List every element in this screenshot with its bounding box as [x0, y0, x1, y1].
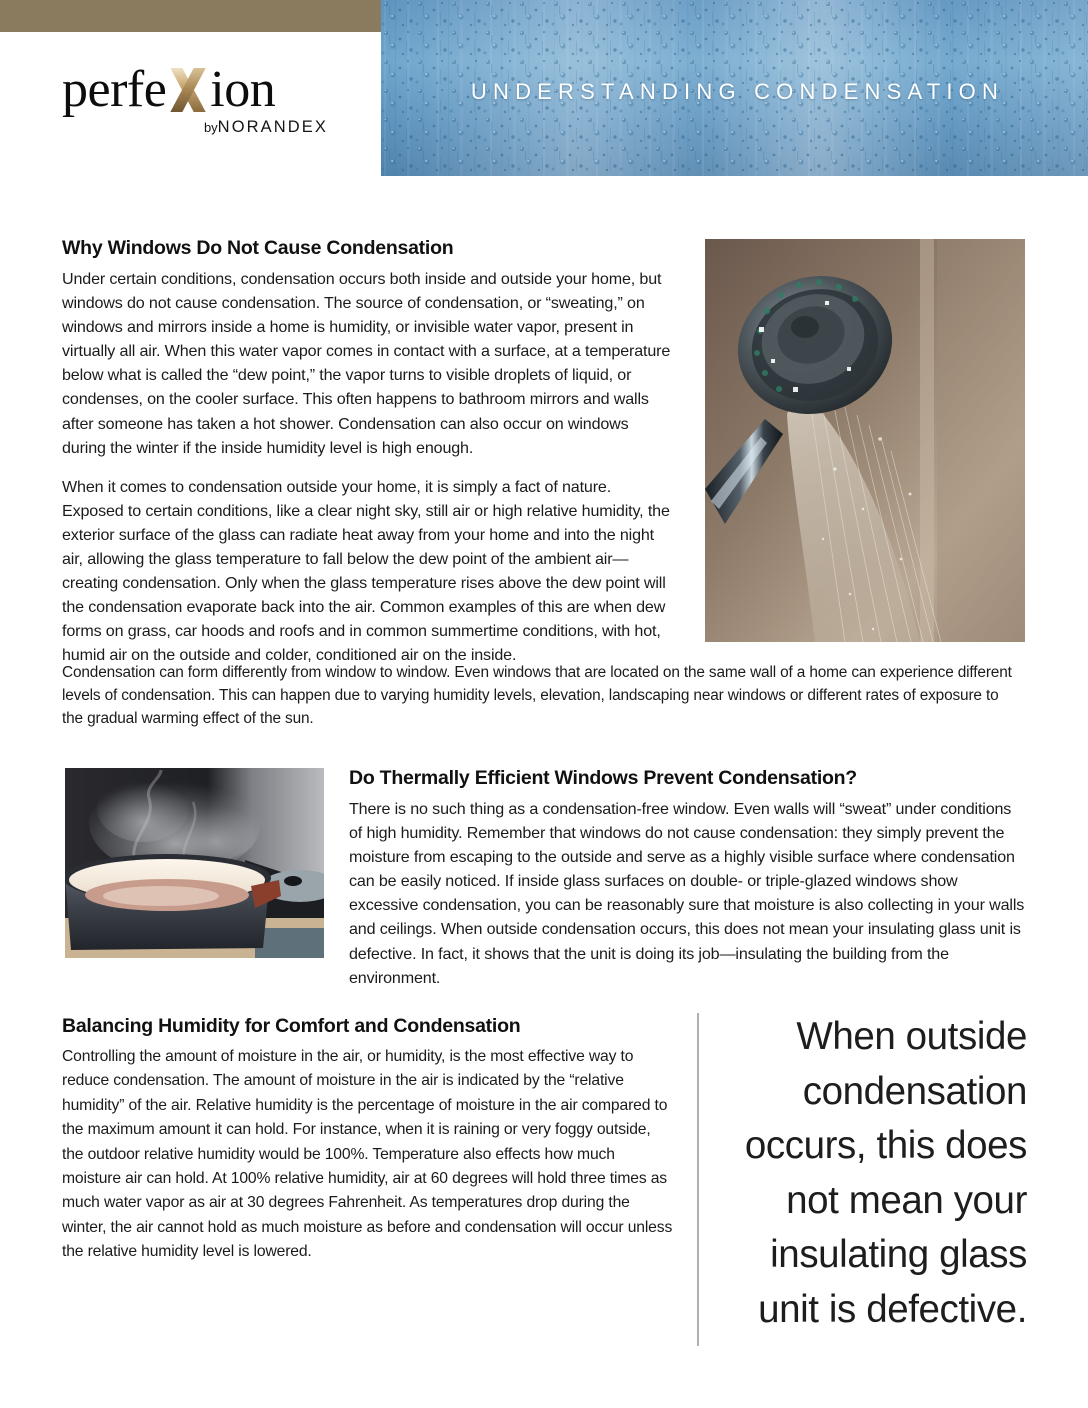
pullquote-divider [697, 1013, 699, 1346]
header-banner [381, 0, 1088, 176]
logo-brand-name: NORANDEX [217, 118, 328, 136]
paragraph: There is no such thing as a condensation-free window. Even walls will “sweat” under conditions of high humidity. Remember that windows do not cause condensation: they simply prevent the moisture from escaping to the outside and serve as a highly visible surface where condensation can be easily noticed. If inside glass surfaces on double- or triple-glazed windows show excessive condensation, you can be reasonably sure that moisture is also collecting in your walls and ceilings. When outside condensation occurs, this does not mean your insulating glass unit is defective. In fact, it shows that the unit is doing its job—insulating the building from the environment. [349, 800, 1025, 987]
paragraph: When it comes to condensation outside your home, it is simply a fact of nature. Exposed to certain conditions, like a clear night sky, still air or high relative humidity, the exterior surface of the glass can radiate heat away from your home and into the night air, allowing the glass temperature to fall below the dew point of the ambient air—creating condensation. Only when the glass temperature rises above the dew point will the condensation evaporate back into the air. Common examples of this are when dew forms on grass, car hoods and roofs and in common summertime conditions, with hot, humid air on the outside and colder, conditioned air on the inside. [62, 477, 670, 665]
section-heading-why-windows: Why Windows Do Not Cause Condensation [62, 237, 454, 259]
logo-word-after: ion [210, 61, 276, 118]
section-heading-balancing-humidity: Balancing Humidity for Comfort and Condensation [62, 1015, 521, 1037]
gold-accent-bar [0, 0, 382, 32]
page-header [0, 0, 1088, 180]
brand-logo [62, 62, 332, 144]
section-why-windows-wide-text [62, 661, 1022, 731]
pullquote-text: When outside condensation occurs, this does not mean your insulating glass unit is defective. [744, 1015, 1027, 1331]
shower-head-image [705, 239, 1025, 642]
section-thermally-efficient [349, 766, 1025, 990]
steaming-pot-photo [65, 768, 324, 958]
section-why-windows [62, 236, 672, 668]
paragraph: Controlling the amount of moisture in the air, or humidity, is the most effective way to reduce condensation. The amount of moisture in the air is indicated by the “relative humidity” of the air. Relative humidity is the percentage of moisture in the air compared to the maximum amount it can hold. For instance, when it is raining or very foggy outside, the outdoor relative humidity would be 100%. Temperature also effects how much moisture air can hold. At 100% relative humidity, air at 60 degrees will hold three times as much water vapor as air at 30 degrees Fahrenheit. As temperatures drop during the winter, the air cannot hold as much moisture as before and condensation will occur unless the relative humidity level is lowered. [62, 1048, 673, 1261]
logo-subbrand [204, 118, 328, 137]
logo-by-label: by [203, 120, 218, 135]
steaming-pot-image [65, 768, 324, 958]
banner-title: UNDERSTANDING CONDENSATION [470, 79, 1005, 104]
paragraph: Under certain conditions, condensation occurs both inside and outside your home, but windows do not cause condensation. The source of condensation, or “sweating,” on windows and mirrors inside a home is humidity, or invisible water vapor, present in virtually all air. When this water vapor comes in contact with a surface, at a temperature below what is called the “dew point,” the vapor turns to visible droplets of liquid, or condenses, on the cooler surface. This often happens to bathroom mirrors and walls after someone has taken a hot shower. Condensation can also occur on windows during the winter if the inside humidity level is high enough. [62, 270, 671, 457]
logo-wordmark [62, 62, 332, 118]
section-balancing-humidity [62, 1014, 676, 1265]
logo-word-before: perfe [62, 61, 167, 118]
section-heading-thermally-efficient: Do Thermally Efficient Windows Prevent Condensation? [349, 767, 857, 789]
logo-x-icon [165, 68, 211, 112]
shower-head-photo [705, 239, 1025, 642]
paragraph: Condensation can form differently from window to window. Even windows that are located on the same wall of a home can experience different levels of condensation. This can happen due to varying humidity levels, elevation, landscaping near windows or different rates of exposure to the gradual warming effect of the sun. [62, 664, 1012, 728]
